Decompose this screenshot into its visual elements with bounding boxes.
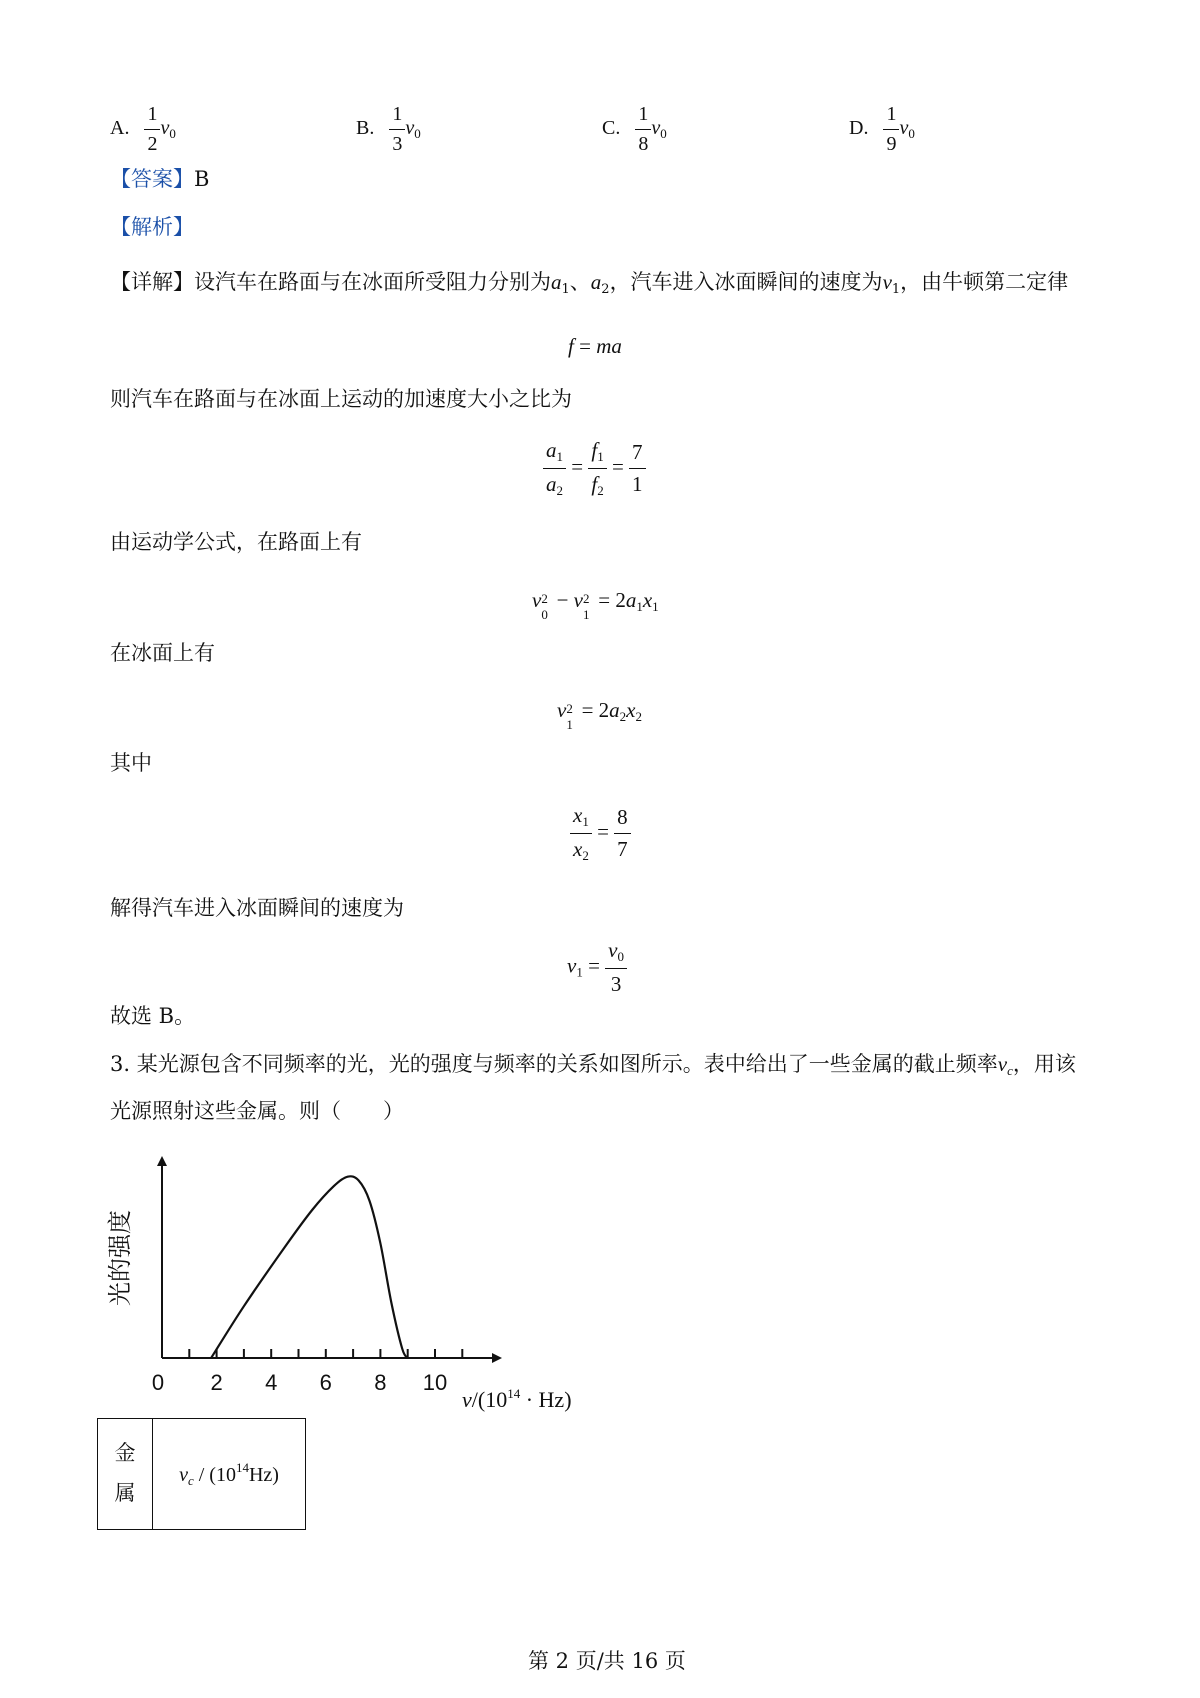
answer-value: B [194, 167, 210, 191]
x-tick-label: 8 [374, 1370, 387, 1395]
answer-tag: 【答案】 [110, 167, 194, 191]
equation-distance-ratio: $\frac{x_1}{x_2}$ = $\frac{8}{7}$ [570, 803, 631, 864]
x-tick-label: 4 [265, 1370, 278, 1395]
equation-accel-ratio: $\frac{a_1}{a_2}$ = $\frac{f_1}{f_2}$ = $\frac{7}{1}$ [543, 438, 646, 499]
option-d[interactable]: D. $\frac{1}{9}$ $v_0$ [849, 103, 915, 155]
equation-ice: v 2 1 = $2a_2x_2$ [557, 698, 642, 732]
x-tick-label: 0 [151, 1370, 165, 1395]
x-tick-label: 10 [422, 1370, 448, 1395]
equation-road: v 2 0 − v 2 1 = $2a_1x_1$ [532, 588, 659, 622]
option-b-label: B. [356, 117, 375, 140]
option-d-fraction: $\frac{1}{9}$ [883, 103, 899, 156]
x-tick-label: 2 [210, 1370, 223, 1395]
text-ratio-intro: 则汽车在路面与在冰面上运动的加速度大小之比为 [110, 387, 572, 411]
text-ice: 在冰面上有 [110, 641, 215, 665]
question-3-line-2: 光源照射这些金属。则（ ） [110, 1099, 404, 1123]
y-axis-label: 光的强度 [107, 1210, 134, 1306]
table-header-cutoff: $\nu_c / (10^{14}Hz)$ [153, 1419, 306, 1530]
analysis-tag: 【解析】 [110, 215, 194, 239]
option-a[interactable]: A. $\frac{1}{2}$ $v_0$ [110, 103, 176, 155]
intensity-curve [211, 1176, 408, 1358]
option-d-label: D. [849, 117, 869, 140]
equation-newton: f = ma [568, 334, 622, 358]
page-footer: 第 2 页/共 16 页 [528, 1649, 686, 1673]
text-where: 其中 [110, 751, 152, 775]
intensity-frequency-chart [100, 1148, 620, 1418]
text-conclusion: 故选 B。 [110, 1004, 196, 1028]
x-axis-label: $\nu/(10^{14} \cdot Hz)$ [462, 1386, 572, 1412]
option-b[interactable]: B. $\frac{1}{3}$ $v_0$ [356, 103, 421, 155]
detail-line: 【详解】设汽车在路面与在冰面所受阻力分别为$a_1$、$a_2$，汽车进入冰面瞬间的速度为$v_1$，由牛顿第二定律 [110, 270, 1069, 297]
equation-result: $v_1$ = $\frac{v_0}{3}$ [567, 938, 627, 997]
option-c-label: C. [602, 117, 621, 140]
text-kinematics-road: 由运动学公式，在路面上有 [110, 530, 362, 554]
text-solve: 解得汽车进入冰面瞬间的速度为 [110, 896, 404, 920]
table-header-metal: 金 属 [98, 1419, 153, 1530]
option-b-fraction: $\frac{1}{3}$ [389, 103, 405, 156]
option-c-fraction: $\frac{1}{8}$ [635, 103, 651, 156]
question-3-line-1: 3. 某光源包含不同频率的光，光的强度与频率的关系如图所示。表中给出了一些金属的截止频率$\nu_c$，用该 [110, 1052, 1076, 1078]
x-tick-label: 6 [319, 1370, 332, 1395]
question-3-number: 3. [110, 1052, 131, 1076]
option-c[interactable]: C. $\frac{1}{8}$ $v_0$ [602, 103, 667, 155]
answer-line [110, 169, 209, 190]
metal-table [97, 1418, 306, 1530]
option-a-fraction: $\frac{1}{2}$ [144, 103, 160, 156]
option-a-label: A. [110, 117, 130, 140]
